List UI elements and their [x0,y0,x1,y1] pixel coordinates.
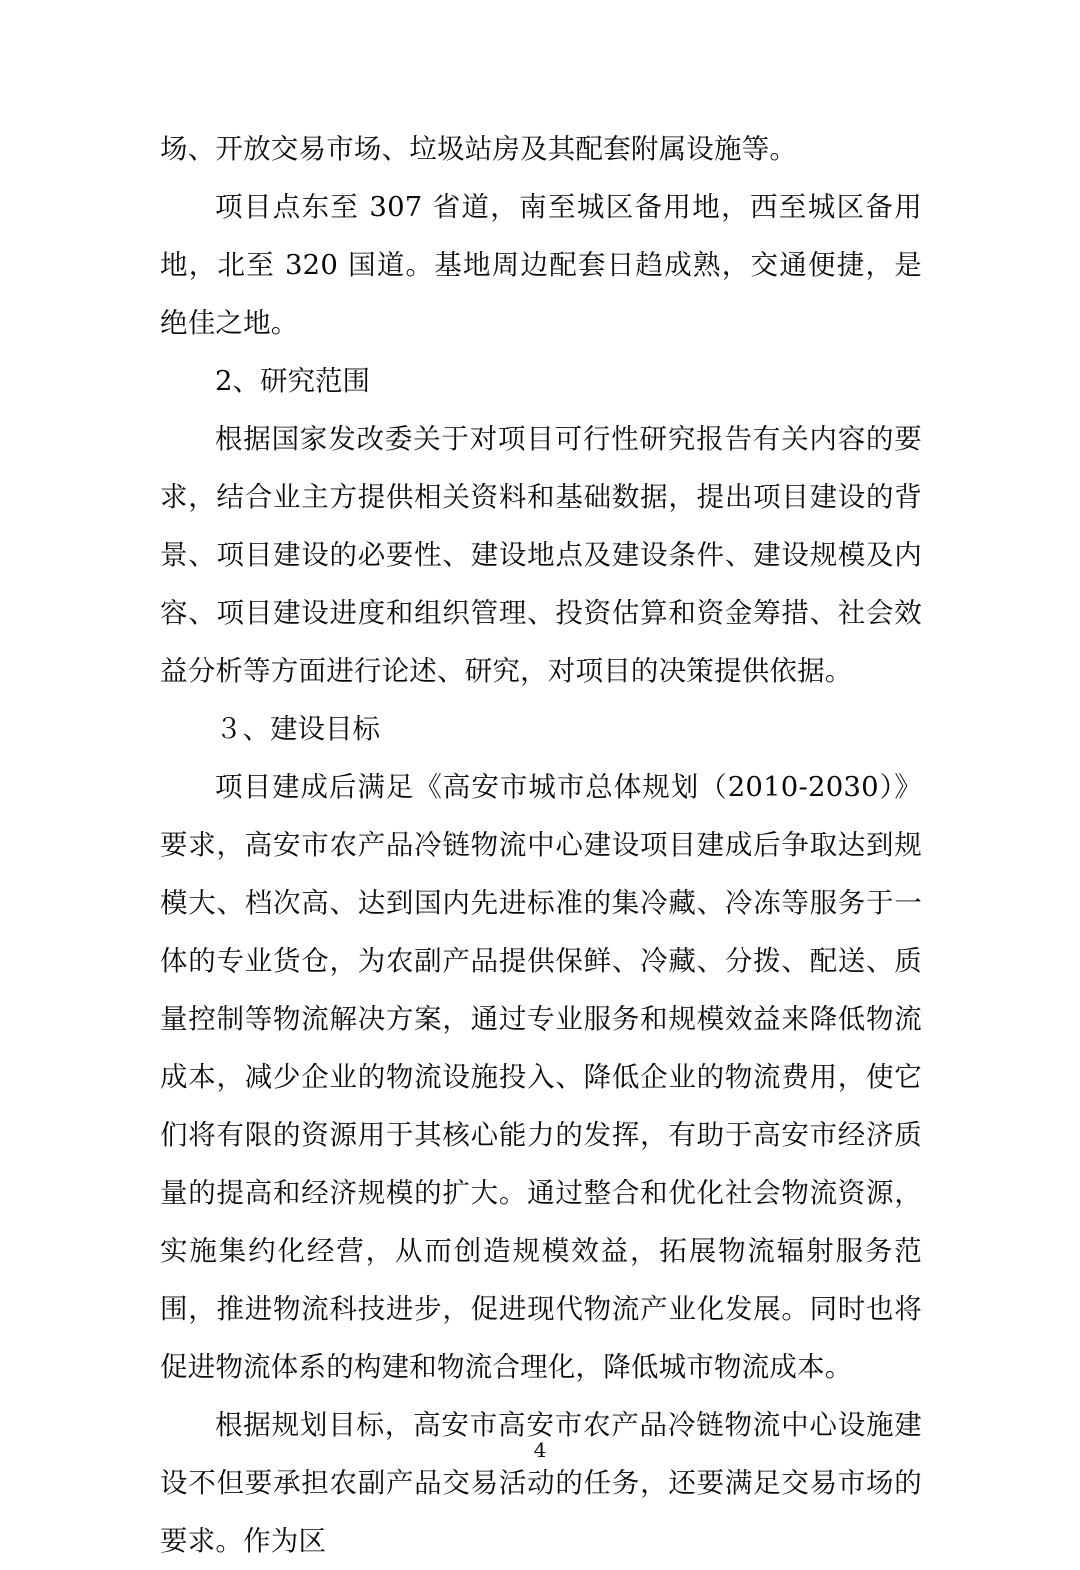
page-body [160,120,922,1570]
paragraph-continued-text: 场、开放交易市场、垃圾站房及其配套附属设施等。 [160,133,798,165]
paragraph-research-scope: 根据国家发改委关于对项目可行性研究报告有关内容的要求，结合业主方提供相关资料和基础数据，提出项目建设的背景、项目建设的必要性、建设地点及建设条件、建设规模及内容、项目建设进度和组织管理、投资估算和资金筹措、社会效益分析等方面进行论述、研究，对项目的决策提供依据。 [160,423,922,687]
heading-construction-goal: ３、建设目标 [215,713,380,745]
heading-research-scope: 2、研究范围 [215,365,370,397]
page-number: 4 [533,1438,547,1462]
paragraph-project-location: 项目点东至 307 省道，南至城区备用地，西至城区备用地，北至 320 国道。基地周边配套日趋成熟，交通便捷，是绝佳之地。 [160,191,922,339]
paragraph-planning-goal: 根据规划目标，高安市高安市农产品冷链物流中心设施建设不但要承担农副产品交易活动的任务，还要满足交易市场的要求。作为区 [160,1409,922,1557]
paragraph-construction-goal: 项目建成后满足《高安市城市总体规划（2010-2030）》要求，高安市农产品冷链物流中心建设项目建成后争取达到规模大、档次高、达到国内先进标准的集冷藏、冷冻等服务于一体的专业货仓，为农副产品提供保鲜、冷藏、分拨、配送、质量控制等物流解决方案，通过专业服务和规模效益来降低物流成本，减少企业的物流设施投入、降低企业的物流费用，使它们将有限的资源用于其核心能力的发挥，有助于高安市经济质量的提高和经济规模的扩大。通过整合和优化社会物流资源，实施集约化经营，从而创造规模效益，拓展物流辐射服务范围，推进物流科技进步，促进现代物流产业化发展。同时也将促进物流体系的构建和物流合理化，降低城市物流成本。 [160,771,922,1383]
